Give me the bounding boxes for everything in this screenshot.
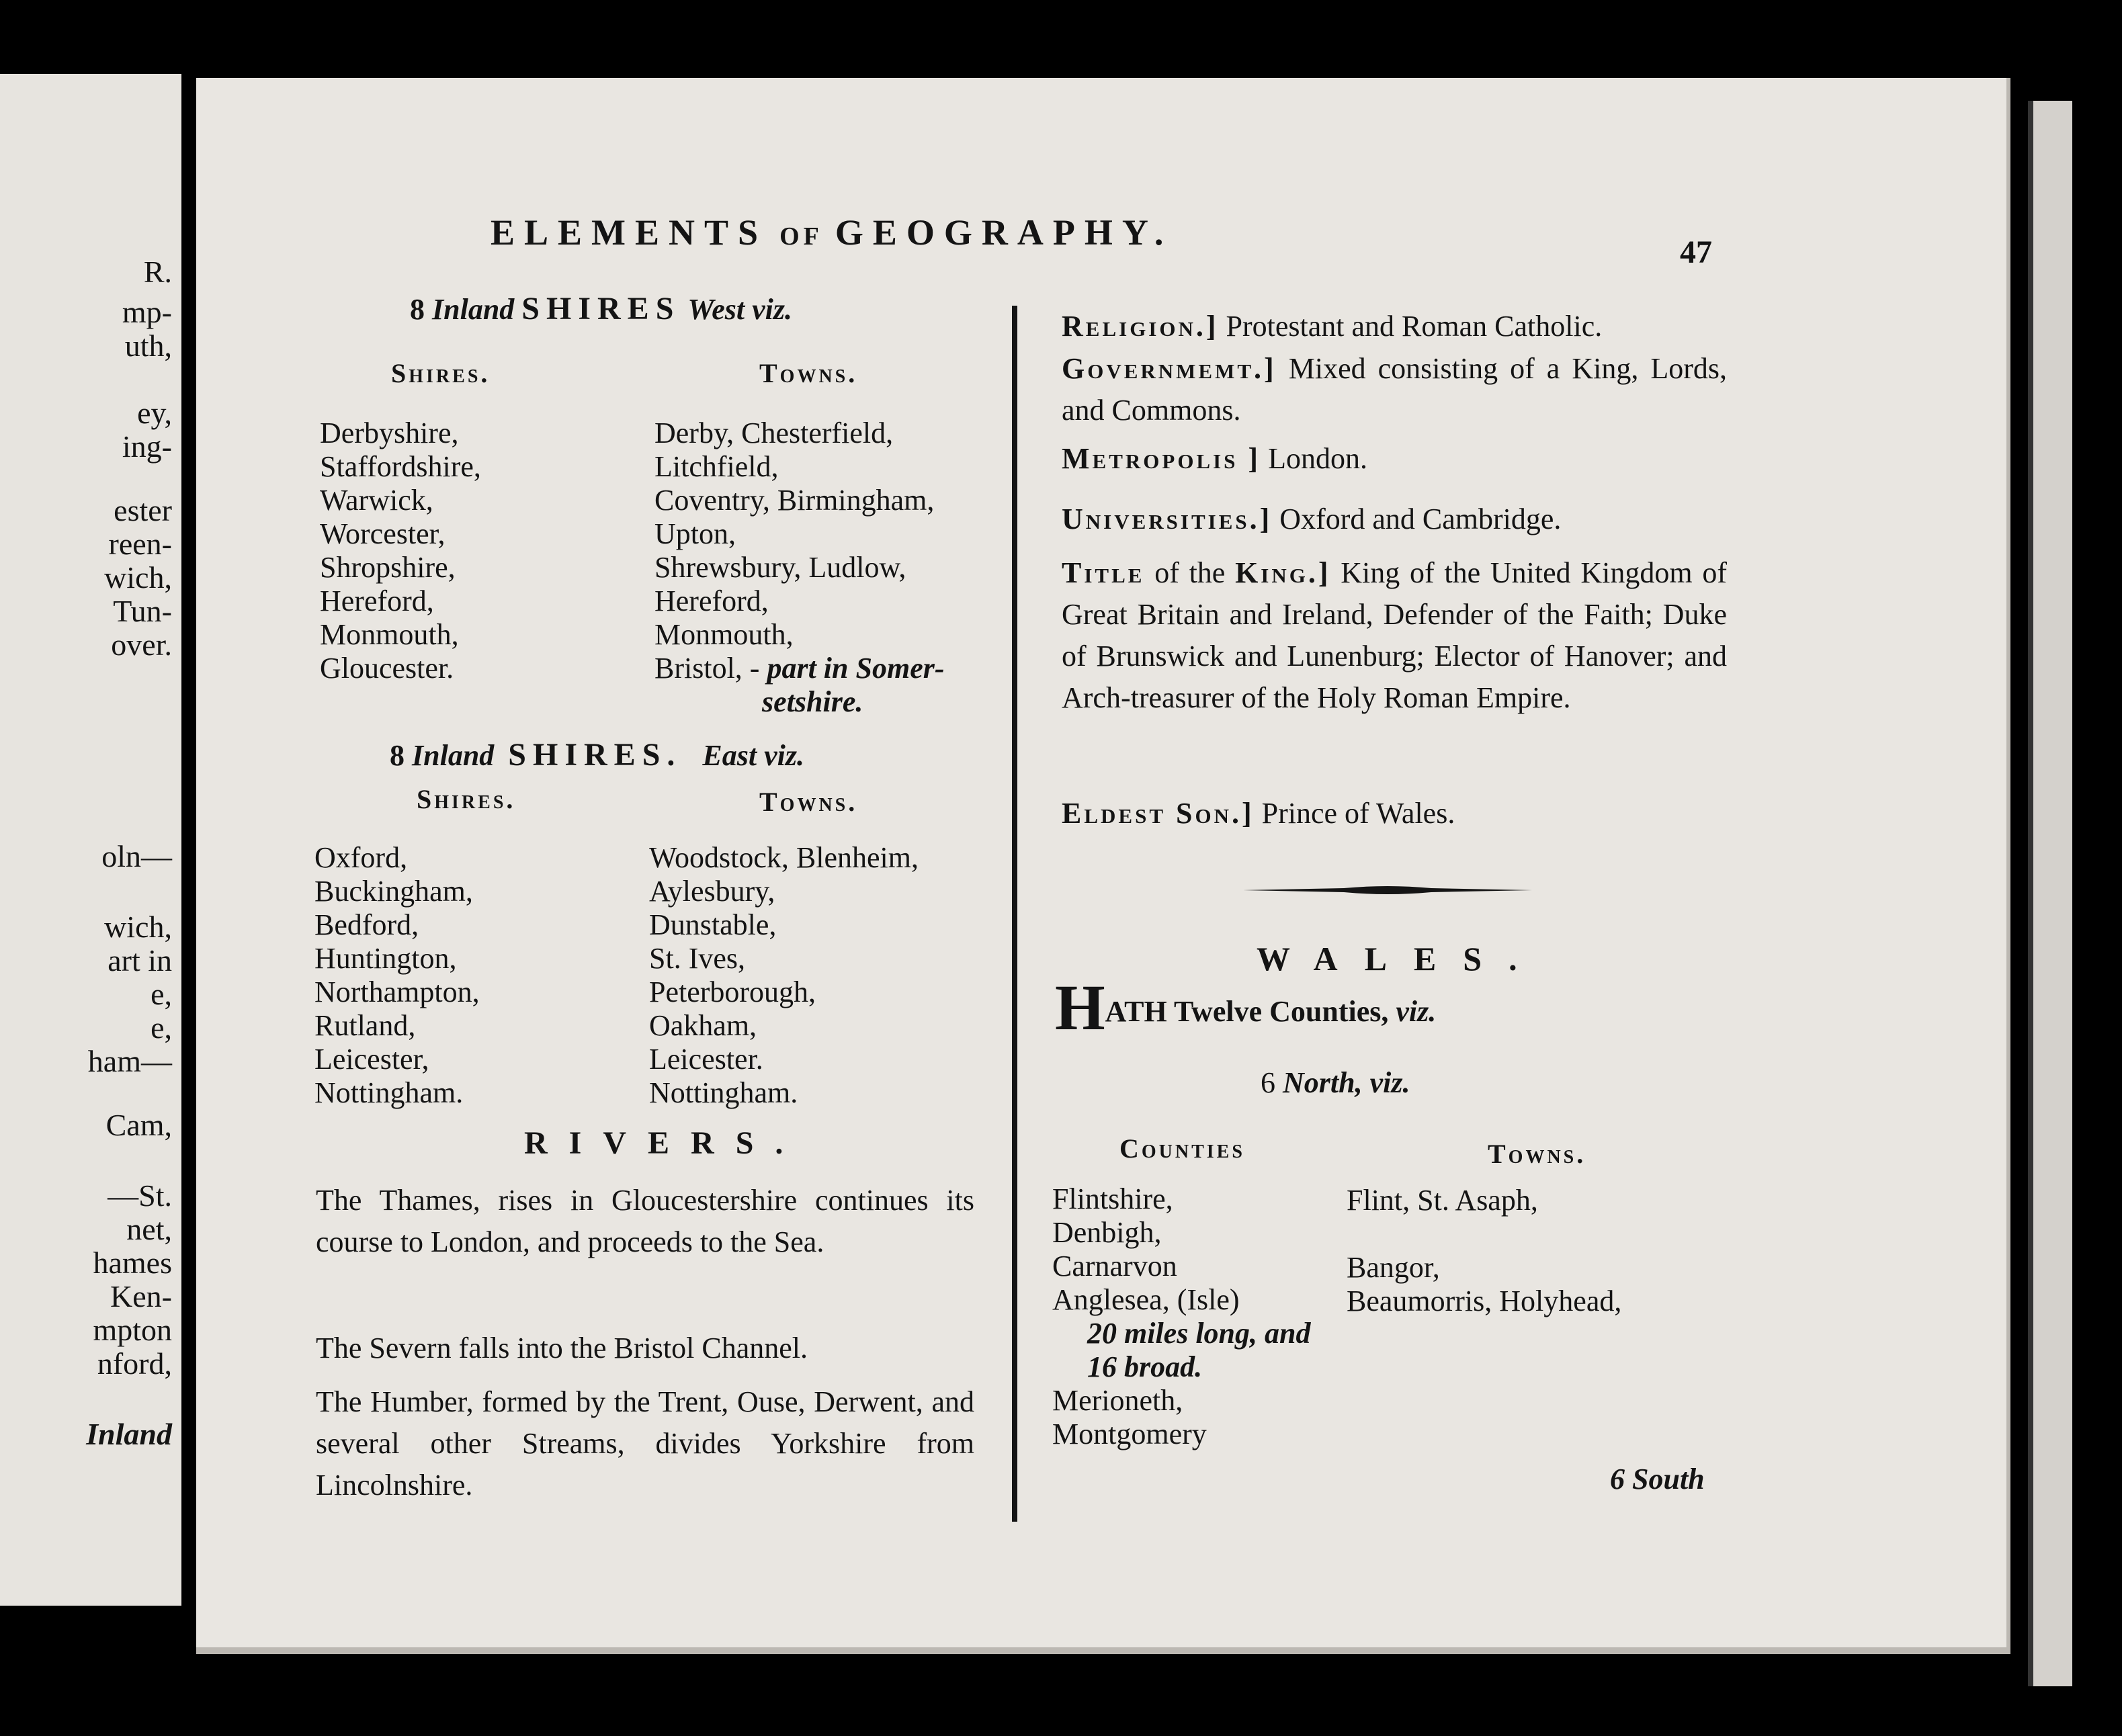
prev-fragment: Ken- (110, 1279, 172, 1313)
rivers-heading: RIVERS. (524, 1125, 805, 1161)
prev-fragment: uth, (124, 329, 172, 363)
column-divider (1012, 306, 1017, 1522)
list-item (1347, 1217, 1621, 1251)
anglesea-note: 20 miles long, and (1087, 1317, 1311, 1350)
wales-col-counties: Counties (1119, 1133, 1245, 1164)
list-item: Staffordshire, (320, 450, 481, 483)
list-item: Beaumorris, Holyhead, (1347, 1285, 1622, 1317)
east-heading-shires: SHIRES. (508, 737, 682, 773)
prev-fragment: mpton (93, 1313, 172, 1347)
list-item: Bristol, - part in Somer- (654, 652, 945, 685)
ornament-rule (1243, 884, 1532, 896)
east-heading-viz: East viz. (702, 739, 804, 772)
east-col-shires: Shires. (417, 784, 516, 814)
list-item: Coventry, Birmingham, (654, 484, 935, 517)
list-item: Gloucester. (320, 652, 454, 685)
east-towns-list (649, 841, 919, 1110)
list-item: Flint, St. Asaph, (1347, 1184, 1538, 1217)
list-item: Buckingham, (314, 875, 473, 908)
west-heading-num: 8 (410, 293, 425, 326)
rivers-severn: The Severn falls into the Bristol Channel. (316, 1332, 808, 1364)
prev-fragment: Tun- (113, 594, 172, 628)
prev-fragment: mp- (122, 295, 172, 329)
list-item: Shropshire, (320, 551, 456, 584)
north-heading (1261, 1066, 1410, 1100)
list-item: Anglesea, (Isle) (1052, 1283, 1240, 1316)
list-item: Leicester. (649, 1043, 763, 1076)
list-item: Montgomery (1052, 1418, 1207, 1450)
list-item: Flintshire, (1052, 1182, 1173, 1215)
catchword: 6 South (1610, 1463, 1705, 1495)
wales-col-towns: Towns. (1488, 1139, 1586, 1169)
prev-fragment: oln— (101, 839, 172, 873)
prev-fragment: —St. (108, 1178, 172, 1213)
list-item: Dunstable, (649, 908, 777, 941)
prev-fragment: art in (108, 943, 172, 978)
prev-fragment: net, (126, 1212, 172, 1246)
prev-fragment: wich, (104, 560, 172, 595)
list-item: St. Ives, (649, 942, 745, 975)
list-item: Shrewsbury, Ludlow, (654, 551, 906, 584)
title-label-a: Title (1062, 556, 1145, 589)
prev-fragment: Cam, (105, 1108, 172, 1142)
prev-fragment: e, (151, 977, 172, 1011)
wales-towns-list (1347, 1184, 1621, 1318)
running-head (491, 206, 1445, 259)
east-shires-list (314, 841, 480, 1110)
list-item: Monmouth, (654, 618, 794, 651)
list-item: Rutland, (314, 1009, 416, 1042)
prev-fragment: hames (93, 1246, 172, 1280)
bristol-note-cont: setshire. (762, 685, 863, 718)
metropolis-text: London. (1261, 442, 1367, 475)
anglesea-note-cont: 16 broad. (1087, 1350, 1203, 1383)
prev-fragment: e, (151, 1010, 172, 1045)
wales-intro (1055, 971, 1437, 1043)
north-num: 6 (1261, 1066, 1275, 1099)
running-head-of: OF (779, 222, 823, 251)
list-item: Upton, (654, 517, 736, 550)
religion-para (1062, 306, 1727, 347)
title-of-king-para (1062, 552, 1727, 719)
religion-text: Protestant and Roman Catholic. (1218, 310, 1603, 343)
prev-fragment: ey, (137, 396, 172, 430)
list-item: Carnarvon (1052, 1250, 1177, 1283)
prev-fragment: ing- (122, 429, 172, 464)
list-item: Aylesbury, (649, 875, 775, 908)
universities-para (1062, 498, 1727, 540)
list-item: Oxford, (314, 841, 408, 874)
list-item: Woodstock, Blenheim, (649, 841, 919, 874)
eldest-son-para (1062, 793, 1727, 834)
wales-dropcap: H (1055, 971, 1105, 1043)
east-shires-heading (390, 736, 804, 773)
list-item: Bedford, (314, 908, 419, 941)
wales-intro-viz: viz. (1396, 995, 1437, 1028)
list-item: Denbigh, (1052, 1216, 1162, 1249)
prev-fragment: over. (111, 627, 172, 662)
eldest-text: Prince of Wales. (1254, 797, 1455, 830)
list-item: Litchfield, (654, 450, 779, 483)
east-col-towns: Towns. (759, 787, 858, 817)
metropolis-label: Metropolis ] (1062, 442, 1261, 475)
government-label: Governmemt.] (1062, 352, 1277, 385)
government-para (1062, 348, 1727, 431)
list-item: Bangor, (1347, 1251, 1440, 1284)
wales-counties-list (1052, 1182, 1311, 1451)
prev-fragment: wich, (104, 910, 172, 944)
west-col-shires: Shires. (391, 358, 491, 388)
north-label: North, viz. (1283, 1066, 1410, 1099)
title-text: King of the United Kingdom of Great Britain and Ireland, Defender of the Faith; Duke of Brunswick and Lunenburg; Elector of Hanover; and Arch-treasurer of the Holy Roman Empire. (1062, 556, 1727, 714)
west-heading-inland: Inland (432, 293, 515, 326)
list-item: Nottingham. (314, 1076, 464, 1109)
east-heading-num: 8 (390, 739, 405, 772)
title-label-b: of the (1144, 556, 1236, 589)
list-item: Hereford, (320, 584, 434, 617)
eldest-label: Eldest Son.] (1062, 797, 1255, 830)
west-heading-viz: West viz. (687, 293, 793, 326)
list-item: Nottingham. (649, 1076, 798, 1109)
list-item: Monmouth, (320, 618, 459, 651)
west-shires-list (320, 417, 481, 685)
prev-fragment: ester (114, 493, 172, 527)
list-item: Warwick, (320, 484, 433, 517)
metropolis-para (1062, 438, 1727, 480)
list-item: Derbyshire, (320, 417, 459, 449)
prev-fragment: Inland (86, 1417, 172, 1451)
title-label-c: King.] (1235, 556, 1331, 589)
wales-intro-text: ATH Twelve Counties, (1105, 995, 1389, 1028)
government-text: Mixed consisting of a King, Lords, and Commons. (1062, 352, 1727, 427)
list-item: Peterborough, (649, 975, 816, 1008)
list-item: Oakham, (649, 1009, 757, 1042)
wales-heading: WALES. (1257, 940, 1544, 978)
prev-fragment: R. (143, 255, 172, 289)
west-shires-heading (410, 290, 792, 327)
list-item: Northampton, (314, 975, 480, 1008)
religion-label: Religion.] (1062, 310, 1219, 343)
page-number: 47 (1680, 234, 1712, 270)
universities-text: Oxford and Cambridge. (1272, 503, 1562, 535)
universities-label: Universities.] (1062, 503, 1273, 535)
rivers-humber: The Humber, formed by the Trent, Ouse, Derwent, and several other Streams, divides Yorkshire from Lincolnshire. (316, 1385, 974, 1502)
prev-fragment: reen- (108, 527, 172, 561)
list-item: Huntington, (314, 942, 457, 975)
running-head-right: GEOGRAPHY. (835, 212, 1173, 253)
bristol-town: Bristol, (654, 652, 742, 685)
east-heading-inland: Inland (412, 739, 495, 772)
list-item: Merioneth, (1052, 1384, 1183, 1417)
west-col-towns: Towns. (759, 358, 858, 388)
prev-fragment: ham— (87, 1044, 172, 1078)
list-item: Hereford, (654, 584, 769, 617)
running-head-left: ELEMENTS (491, 212, 768, 253)
previous-page-fragment (0, 74, 181, 1606)
rivers-thames: The Thames, rises in Gloucestershire continues its course to London, and proceeds to the Sea. (316, 1184, 974, 1258)
list-item: Worcester, (320, 517, 445, 550)
page-edge (2028, 101, 2072, 1686)
west-towns-list (654, 417, 945, 719)
west-heading-shires: SHIRES (521, 291, 681, 327)
prev-fragment: nford, (97, 1346, 172, 1381)
list-item: Leicester, (314, 1043, 429, 1076)
bristol-note: part in Somer- (767, 652, 945, 685)
list-item: Derby, Chesterfield, (654, 417, 894, 449)
